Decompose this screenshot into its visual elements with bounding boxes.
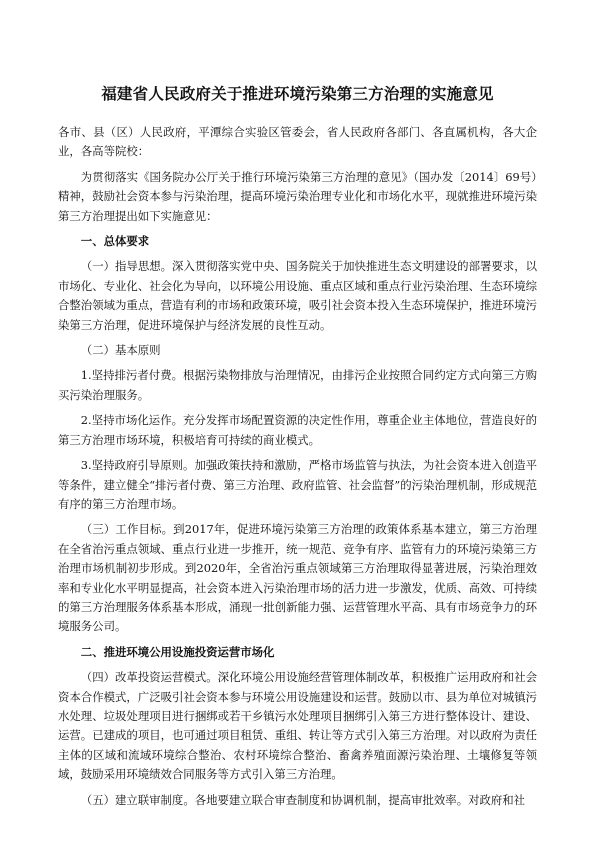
- paragraph-guiding-ideology: （一）指导思想。深入贯彻落实党中央、国务院关于加快推进生态文明建设的部署要求，以市场化、专业化、社会化为导向，以环境公用设施、重点区域和重点行业污染治理、生态环境综合整治领域为重点，营造有利的市场和政策环境，吸引社会资本投入生态环境保护，推进环境污染第三方治理，促进环境保护与经济发展的良性互动。: [58, 259, 537, 332]
- paragraph-investment-reform: （四）改革投资运营模式。深化环境公用设施经营管理体制改革，积极推广运用政府和社会资本合作模式，广泛吸引社会资本参与环境公用设施建设和运营。鼓励以市、县为单位对城镇污水处理、垃圾处理项目进行捆绑或若干乡镇污水处理项目捆绑引入第三方进行整体设计、建设、运营。已建成的项目，也可通过项目租赁、重组、转让等方式引入第三方治理。对以政府为责任主体的区域和流域环境综合整治、农村环境综合整治、畜禽养殖面源污染治理、土壤修复等领域，鼓励采用环境绩效合同服务等方式引入第三方治理。: [58, 670, 537, 782]
- paragraph-principle-polluter-pays: 1.坚持排污者付费。根据污染物排放与治理情况，由排污企业按照合同约定方式向第三方购买污染治理服务。: [58, 368, 537, 402]
- paragraph-basic-principles-heading: （二）基本原则: [80, 343, 161, 358]
- section-heading-public-facilities: 二、推进环境公用设施投资运营市场化: [80, 644, 275, 659]
- salutation: 各市、县（区）人民政府，平潭综合实验区管委会，省人民政府各部门、各直属机构，各大企业，各高等院校：: [58, 125, 537, 159]
- paragraph-work-targets: （三）工作目标。到2017年，促进环境污染第三方治理的政策体系基本建立，第三方治理在全省治污重点领域、重点行业进一步推开，统一规范、竞争有序、监管有力的环境污染第三方治理市场机制初步形成。到2020年，全省治污重点领域第三方治理取得显著进展，污染治理效率和专业化水平明显提高，社会资本进入污染治理市场的活力进一步激发，优质、高效、可持续的第三方治理服务体系基本形成，涌现一批创新能力强、运营管理水平高、具有市场竞争力的环境服务公司。: [58, 522, 537, 634]
- intro-paragraph: 为贯彻落实《国务院办公厅关于推行环境污染第三方治理的意见》（国办发〔2014〕69号）精神，鼓励社会资本参与污染治理，提高环境污染治理专业化和市场化水平，现就推进环境污染第三方治理提出如下实施意见：: [58, 169, 537, 223]
- paragraph-principle-market-operation: 2.坚持市场化运作。充分发挥市场配置资源的决定性作用，尊重企业主体地位，营造良好的第三方治理市场环境，积极培育可持续的商业模式。: [58, 413, 537, 447]
- document-title: 福建省人民政府关于推进环境污染第三方治理的实施意见: [101, 85, 494, 103]
- section-heading-general-requirements: 一、总体要求: [80, 234, 150, 249]
- paragraph-joint-review: （五）建立联审制度。各地要建立联合审查制度和协调机制，提高审批效率。对政府和社: [80, 792, 526, 807]
- paragraph-principle-government-guidance: 3.坚持政府引导原则。加强政策扶持和激励，严格市场监管与执法，为社会资本进入创造平等条件，建立健全“排污者付费、第三方治理、政府监管、社会监督”的污染治理机制，形成规范有序的第三方治理市场。: [58, 458, 537, 511]
